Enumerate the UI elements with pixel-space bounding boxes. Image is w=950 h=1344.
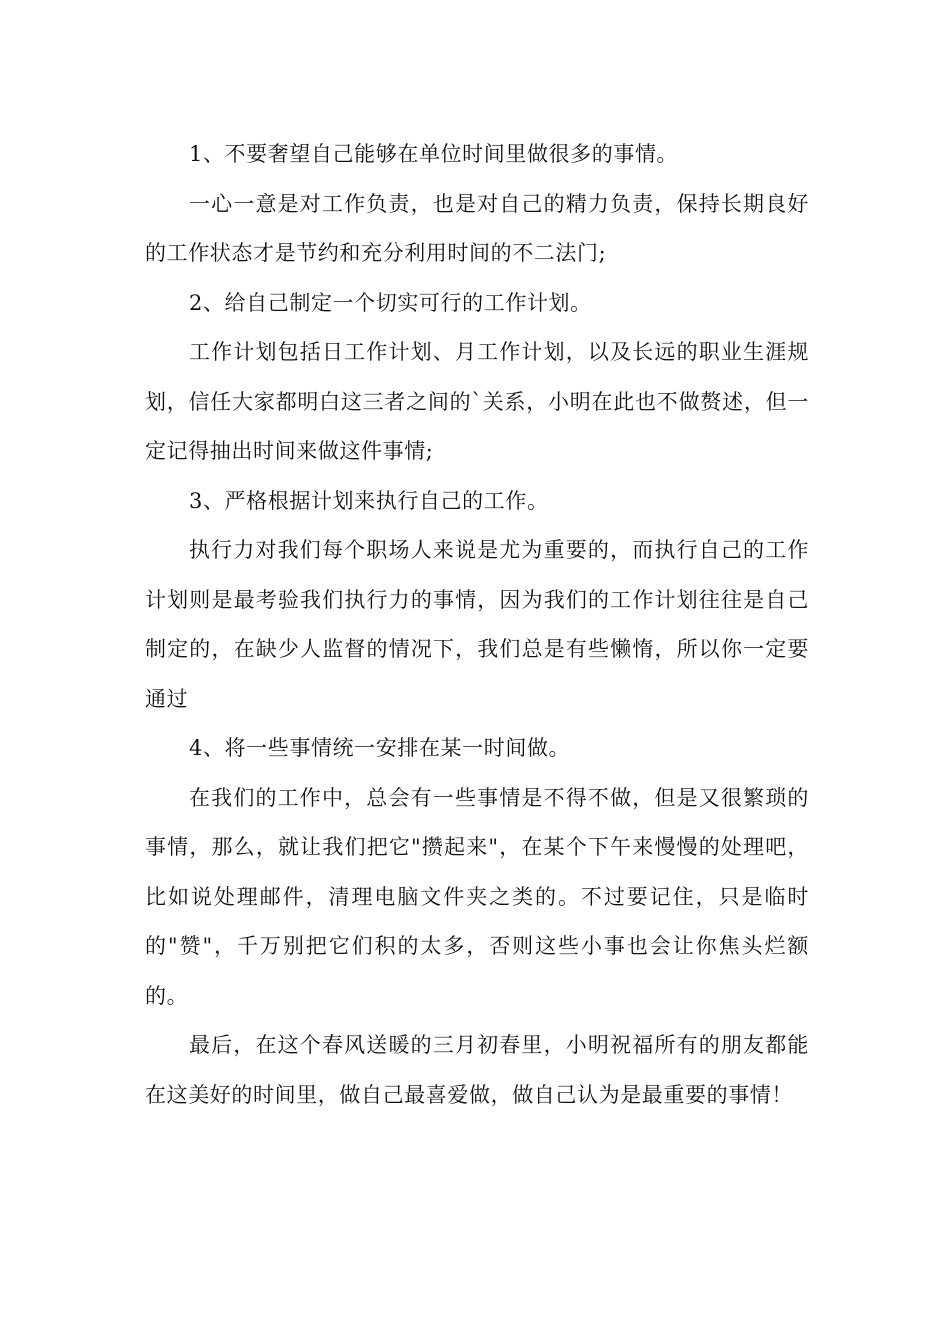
heading-item-2: 2、给自己制定一个切实可行的工作计划。 xyxy=(189,290,592,315)
heading-item-1: 1、不要奢望自己能够在单位时间里做很多的事情。 xyxy=(189,142,679,166)
body-paragraph-1: 一心一意是对工作负责，也是对自己的精力负责，保持长期良好的工作状态才是节约和充分利用时间的不二法门; xyxy=(145,191,809,265)
body-paragraph-4: 在我们的工作中，总会有一些事情是不得不做，但是又很繁琐的事情，那么，就让我们把它"攒起来"，在某个下午来慢慢的处理吧，比如说处理邮件，清理电脑文件夹之类的。不过要记住，只是临时的"赞"，千万别把它们积的太多，否则这些小事也会让你焦头烂额的。 xyxy=(145,785,809,1008)
heading-item-3: 3、严格根据计划来执行自己的工作。 xyxy=(189,488,549,513)
body-paragraph-2: 工作计划包括日工作计划、月工作计划，以及长远的职业生涯规划，信任大家都明白这三者之间的`关系，小明在此也不做赘述，但一定记得抽出时间来做这件事情; xyxy=(145,340,809,463)
heading-item-4: 4、将一些事情统一安排在某一时间做。 xyxy=(189,736,571,760)
document-body xyxy=(145,130,809,1120)
body-paragraph-3: 执行力对我们每个职场人来说是尤为重要的，而执行自己的工作计划则是最考验我们执行力的事情，因为我们的工作计划往往是自己制定的，在缺少人监督的情况下，我们总是有些懒惰，所以你一定要通过 xyxy=(145,538,809,711)
closing-paragraph: 最后，在这个春风送暖的三月初春里，小明祝福所有的朋友都能在这美好的时间里，做自己最喜爱做，做自己认为是最重要的事情！ xyxy=(145,1033,809,1107)
